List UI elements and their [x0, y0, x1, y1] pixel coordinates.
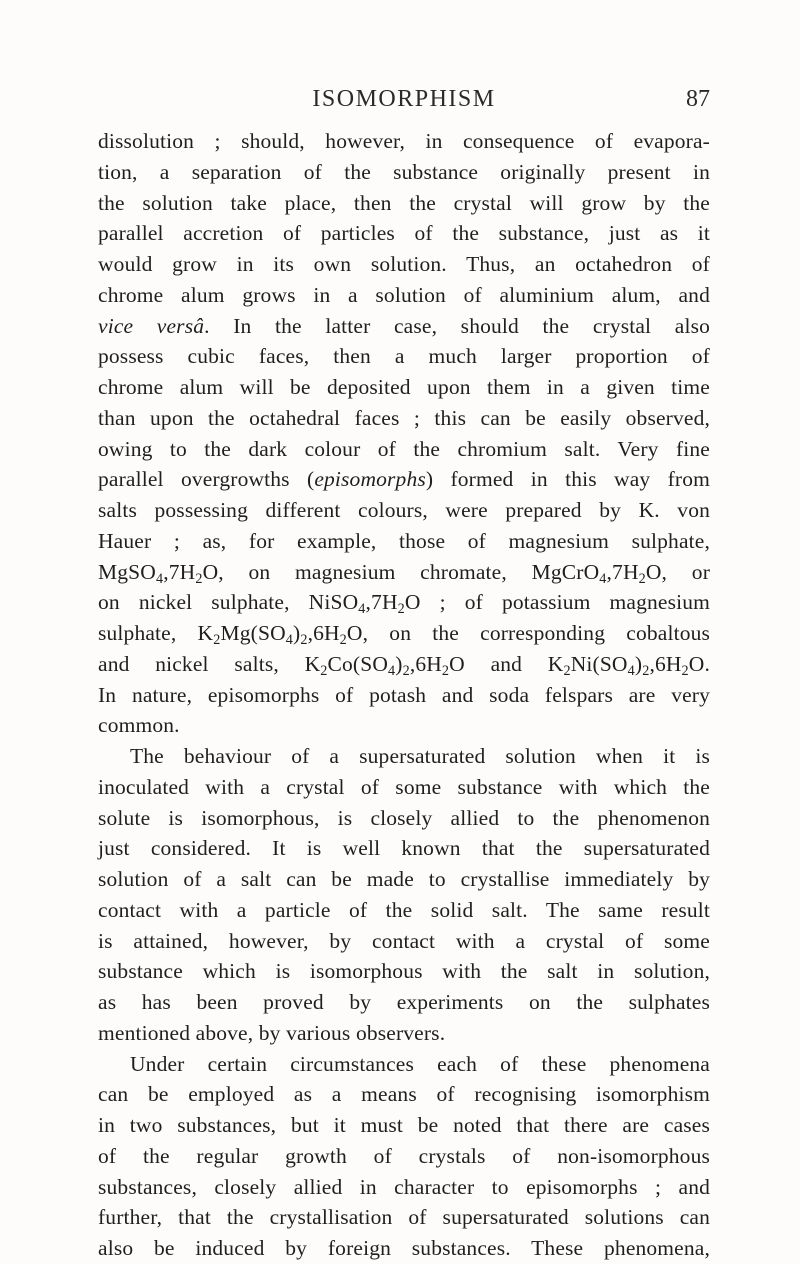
subscript: 4 [285, 631, 293, 648]
text-span: O ; of potassium magnesium [404, 590, 710, 615]
text-line: dissolution ; should, however, in consequence of evapora- [98, 129, 710, 153]
text-line: can be employed as a means of recognising isomorphism [98, 1082, 710, 1107]
subscript: 2 [563, 662, 571, 679]
text-line: than upon the octahedral faces ; this can be easily observed, [98, 405, 710, 430]
text-line: common. [98, 713, 180, 738]
formula-line [98, 587, 710, 618]
subscript: 2 [320, 662, 328, 679]
italic-phrase: vice versâ [98, 313, 205, 338]
text-span: O, on magnesium chromate, MgCrO [202, 559, 600, 584]
subscript: 2 [441, 662, 450, 679]
subscript: 4 [358, 601, 366, 618]
formula-line [98, 557, 710, 588]
text-span: on nickel sulphate, NiSO [98, 590, 359, 615]
text-line: solute is isomorphous, is closely allied to the phenomenon [98, 805, 710, 830]
subscript: 4 [627, 662, 635, 679]
text-line: chrome alum will be deposited upon them in a given time [98, 375, 710, 399]
text-line: Hauer ; as, for example, those of magnesium sulphate, [98, 528, 710, 553]
text-span: ,7H [163, 559, 196, 584]
text-line: contact with a particle of the solid salt. The same result [98, 897, 710, 922]
text-span: O and K [449, 651, 564, 676]
page-header [98, 86, 710, 118]
text-span: ,6H [409, 651, 442, 676]
text-line: of the regular growth of crystals of non-isomorphous [98, 1143, 710, 1168]
text-span: . In the latter case, should the crystal also [204, 313, 710, 338]
text-span: ) [634, 651, 643, 676]
italic-term: episomorphs [314, 467, 426, 492]
text-span: ,6H [649, 651, 682, 676]
text-line: substances, closely allied in character to episomorphs ; and [98, 1174, 710, 1199]
text-line: The behaviour of a supersaturated solution when it is [130, 744, 710, 768]
text-line: possess cubic faces, then a much larger proportion of [98, 344, 710, 369]
text-line: tion, a separation of the substance originally present in [98, 159, 710, 184]
text-span: O, or [645, 559, 711, 584]
text-line: would grow in its own solution. Thus, an octahedron of [98, 252, 710, 276]
subscript: 2 [638, 570, 646, 587]
subscript: 2 [402, 662, 410, 679]
text-line [98, 311, 710, 342]
subscript: 2 [339, 631, 347, 648]
subscript: 2 [213, 631, 221, 648]
text-span: sulphate, K [98, 621, 214, 645]
subscript: 4 [388, 662, 396, 679]
text-span: Ni(SO [570, 651, 628, 676]
subscript: 4 [599, 570, 607, 587]
subscript: 2 [642, 662, 650, 679]
subscript: 4 [155, 570, 164, 587]
text-line: substance which is isomorphous with the salt in solution, [98, 959, 710, 984]
text-line [98, 464, 710, 495]
text-line: as has been proved by experiments on the sulphates [98, 990, 710, 1014]
subscript: 2 [397, 601, 405, 618]
formula-line [98, 649, 710, 680]
text-span: ) [395, 651, 403, 676]
text-line: chrome alum grows in a solution of aluminium alum, and [98, 282, 710, 307]
body-text [98, 126, 710, 1264]
text-line: just considered. It is well known that the supersaturated [98, 836, 710, 861]
text-span: MgSO [98, 559, 156, 584]
text-line: is attained, however, by contact with a crystal of some [98, 928, 710, 953]
text-line: solution of a salt can be made to crystallise immediately by [98, 867, 710, 891]
text-line: in two substances, but it must be noted that there are cases [98, 1113, 710, 1137]
text-line: In nature, episomorphs of potash and soda felspars are very [98, 682, 710, 707]
text-line: Under certain circumstances each of these phenomena [130, 1051, 710, 1076]
text-span: Mg(SO [220, 621, 286, 645]
text-span: O. [688, 651, 710, 676]
text-span: ,6H [307, 621, 340, 645]
page-number: 87 [686, 86, 710, 112]
text-span: O, on the corresponding cobaltous [346, 621, 711, 645]
text-line: owing to the dark colour of the chromium salt. Very fine [98, 436, 710, 461]
text-line: mentioned above, by various observers. [98, 1020, 446, 1045]
running-title: ISOMORPHISM [312, 86, 496, 112]
text-line: the solution take place, then the crystal will grow by the [98, 190, 710, 215]
text-line: inoculated with a crystal of some substance with which the [98, 774, 710, 799]
text-line: further, that the crystallisation of supersaturated solutions can [98, 1205, 710, 1230]
text-span: ,7H [365, 590, 398, 615]
text-line: salts possessing different colours, were prepared by K. von [98, 498, 710, 522]
text-span: ) [293, 621, 301, 645]
text-span: parallel overgrowths ( [98, 467, 315, 492]
subscript: 2 [300, 631, 308, 648]
text-span: and nickel salts, K [98, 651, 321, 676]
subscript: 2 [195, 570, 203, 587]
formula-line [98, 618, 710, 649]
subscript: 2 [681, 662, 689, 679]
text-span: Co(SO [327, 651, 388, 676]
text-span: ) formed in this way from [425, 467, 710, 492]
text-span: ,7H [606, 559, 639, 584]
text-line: also be induced by foreign substances. These phenomena, [98, 1236, 710, 1260]
text-line: parallel accretion of particles of the substance, just as it [98, 221, 710, 246]
